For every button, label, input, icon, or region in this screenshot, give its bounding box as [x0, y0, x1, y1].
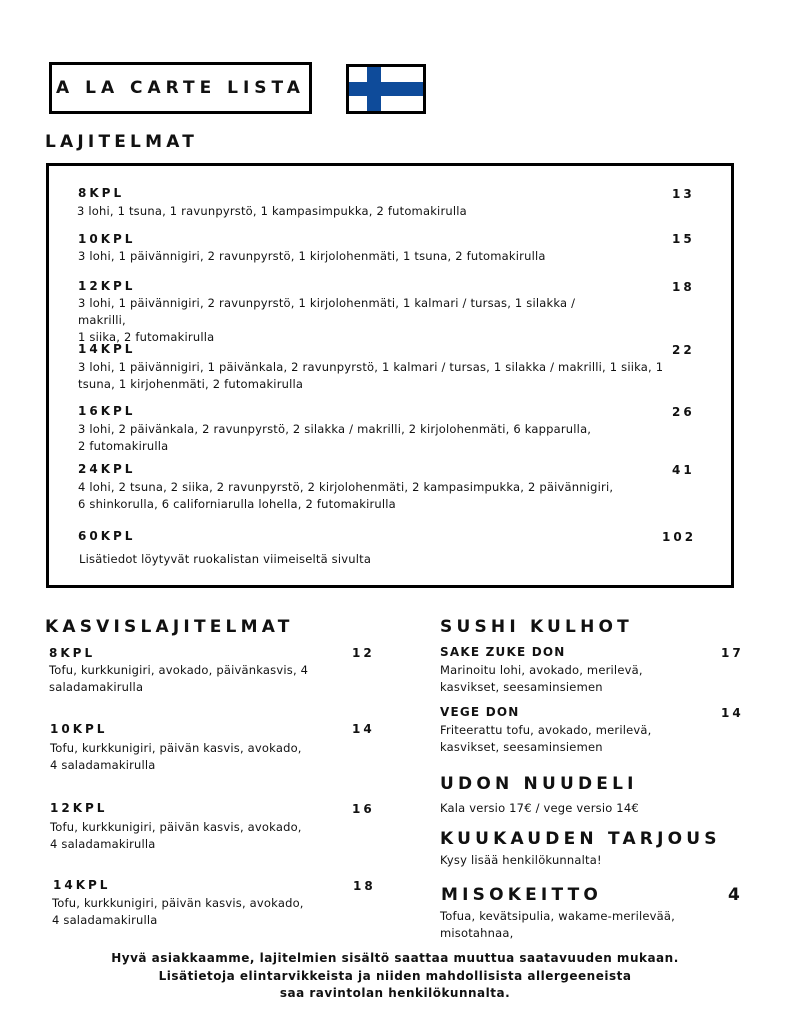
lajitelma-desc: tsuna, 1 kirjohenmäti, 2 futomakirulla [78, 377, 304, 391]
lajitelma-desc: 6 shinkorulla, 6 californiarulla lohella, 2 futomakirulla [78, 497, 396, 511]
kasvis-desc: 4 saladamakirulla [50, 837, 156, 851]
miso-heading: MISOKEITTO [441, 885, 603, 905]
lajitelma-code: 14KPL [78, 342, 136, 356]
footer-line: saa ravintolan henkilökunnalta. [279, 986, 511, 1000]
kasvis-desc: Tofu, kurkkunigiri, päivän kasvis, avokado, [50, 820, 302, 834]
kulho-name: SAKE ZUKE DON [440, 645, 566, 659]
kulho-desc: Marinoitu lohi, avokado, merilevä, [440, 663, 643, 677]
kasvis-code: 14KPL [53, 878, 111, 892]
kulho-desc: kasvikset, seesaminsiemen [440, 680, 603, 694]
footer-line: Hyvä asiakkaamme, lajitelmien sisältö saattaa muuttua saatavuuden mukaan. [111, 951, 679, 965]
kasvis-desc: 4 saladamakirulla [52, 913, 158, 927]
lajitelma-price: 26 [672, 405, 695, 419]
lajitelma-price: 41 [672, 463, 695, 477]
lajitelma-desc: 1 siika, 2 futomakirulla [78, 330, 215, 344]
lajitelmat-heading: LAJITELMAT [45, 132, 199, 152]
lajitelma-desc: 3 lohi, 1 päivännigiri, 1 päivänkala, 2 ravunpyrstö, 1 kalmari / tursas, 1 silakka / makrilli, 1 siika, 1 [78, 360, 664, 374]
kasvis-code: 10KPL [50, 722, 108, 736]
kulho-price: 14 [721, 706, 744, 720]
kasvis-code: 8KPL [49, 646, 96, 660]
kasvis-desc: Tofu, kurkkunigiri, avokado, päivänkasvis, 4 [49, 663, 309, 677]
kasvis-desc: 4 saladamakirulla [50, 758, 156, 772]
miso-desc: misotahnaa, [440, 926, 514, 940]
lajitelma-desc: 2 futomakirulla [78, 439, 169, 453]
lajitelma-code: 8KPL [78, 186, 125, 200]
kasvis-price: 18 [353, 879, 376, 893]
kulho-desc: Friteerattu tofu, avokado, merilevä, [440, 723, 652, 737]
kulhot-heading: SUSHI KULHOT [440, 617, 633, 637]
lajitelma-code: 60KPL [78, 529, 136, 543]
lajitelma-price: 22 [672, 343, 695, 357]
lajitelma-code: 16KPL [78, 404, 136, 418]
footer-line: Lisätietoja elintarvikkeista ja niiden mahdollisista allergeeneista [158, 968, 632, 983]
kasvis-heading: KASVISLAJITELMAT [45, 617, 294, 637]
kulho-price: 17 [721, 646, 744, 660]
lajitelma-desc: 3 lohi, 1 päivännigiri, 2 ravunpyrstö, 1 kirjolohenmäti, 1 kalmari / tursas, 1 silakka / [78, 296, 576, 310]
kasvis-desc: Tofu, kurkkunigiri, päivän kasvis, avokado, [52, 896, 304, 910]
miso-desc: Tofua, kevätsipulia, wakame-merilevää, [440, 909, 676, 923]
lajitelma-desc: 3 lohi, 1 päivännigiri, 2 ravunpyrstö, 1 kirjolohenmäti, 1 tsuna, 2 futomakirulla [78, 249, 546, 263]
tarjous-heading: KUUKAUDEN TARJOUS [440, 829, 721, 849]
lajitelma-desc: makrilli, [78, 313, 126, 327]
lajitelma-price: 18 [672, 280, 695, 294]
footer-notice [60, 950, 730, 1003]
lajitelma-code: 10KPL [78, 232, 136, 246]
menu-title: A LA CARTE LISTA [49, 62, 312, 114]
lajitelma-price: 13 [672, 187, 695, 201]
kasvis-code: 12KPL [50, 801, 108, 815]
lajitelma-code: 24KPL [78, 462, 136, 476]
miso-price: 4 [728, 885, 745, 905]
lajitelma-desc: 4 lohi, 2 tsuna, 2 siika, 2 ravunpyrstö, 2 kirjolohenmäti, 2 kampasimpukka, 2 päivännigiri, [78, 480, 614, 494]
tarjous-desc: Kysy lisää henkilökunnalta! [440, 853, 602, 867]
lajitelma-desc: 3 lohi, 2 päivänkala, 2 ravunpyrstö, 2 silakka / makrilli, 2 kirjolohenmäti, 6 kapparulla, [78, 422, 592, 436]
kulho-desc: kasvikset, seesaminsiemen [440, 740, 603, 754]
lajitelma-desc: 3 lohi, 1 tsuna, 1 ravunpyrstö, 1 kampasimpukka, 2 futomakirulla [77, 204, 467, 218]
lajitelma-price: 102 [662, 530, 697, 544]
lajitelma-desc: Lisätiedot löytyvät ruokalistan viimeiseltä sivulta [79, 552, 372, 566]
udon-heading: UDON NUUDELI [440, 774, 638, 794]
kasvis-desc: saladamakirulla [49, 680, 144, 694]
kasvis-desc: Tofu, kurkkunigiri, päivän kasvis, avokado, [50, 741, 302, 755]
kasvis-price: 14 [352, 722, 375, 736]
finland-flag-icon [346, 64, 426, 114]
kasvis-price: 16 [352, 802, 375, 816]
kasvis-price: 12 [352, 646, 375, 660]
lajitelma-price: 15 [672, 232, 695, 246]
udon-desc: Kala versio 17€ / vege versio 14€ [440, 801, 639, 815]
lajitelma-code: 12KPL [78, 279, 136, 293]
kulho-name: VEGE DON [440, 705, 520, 719]
